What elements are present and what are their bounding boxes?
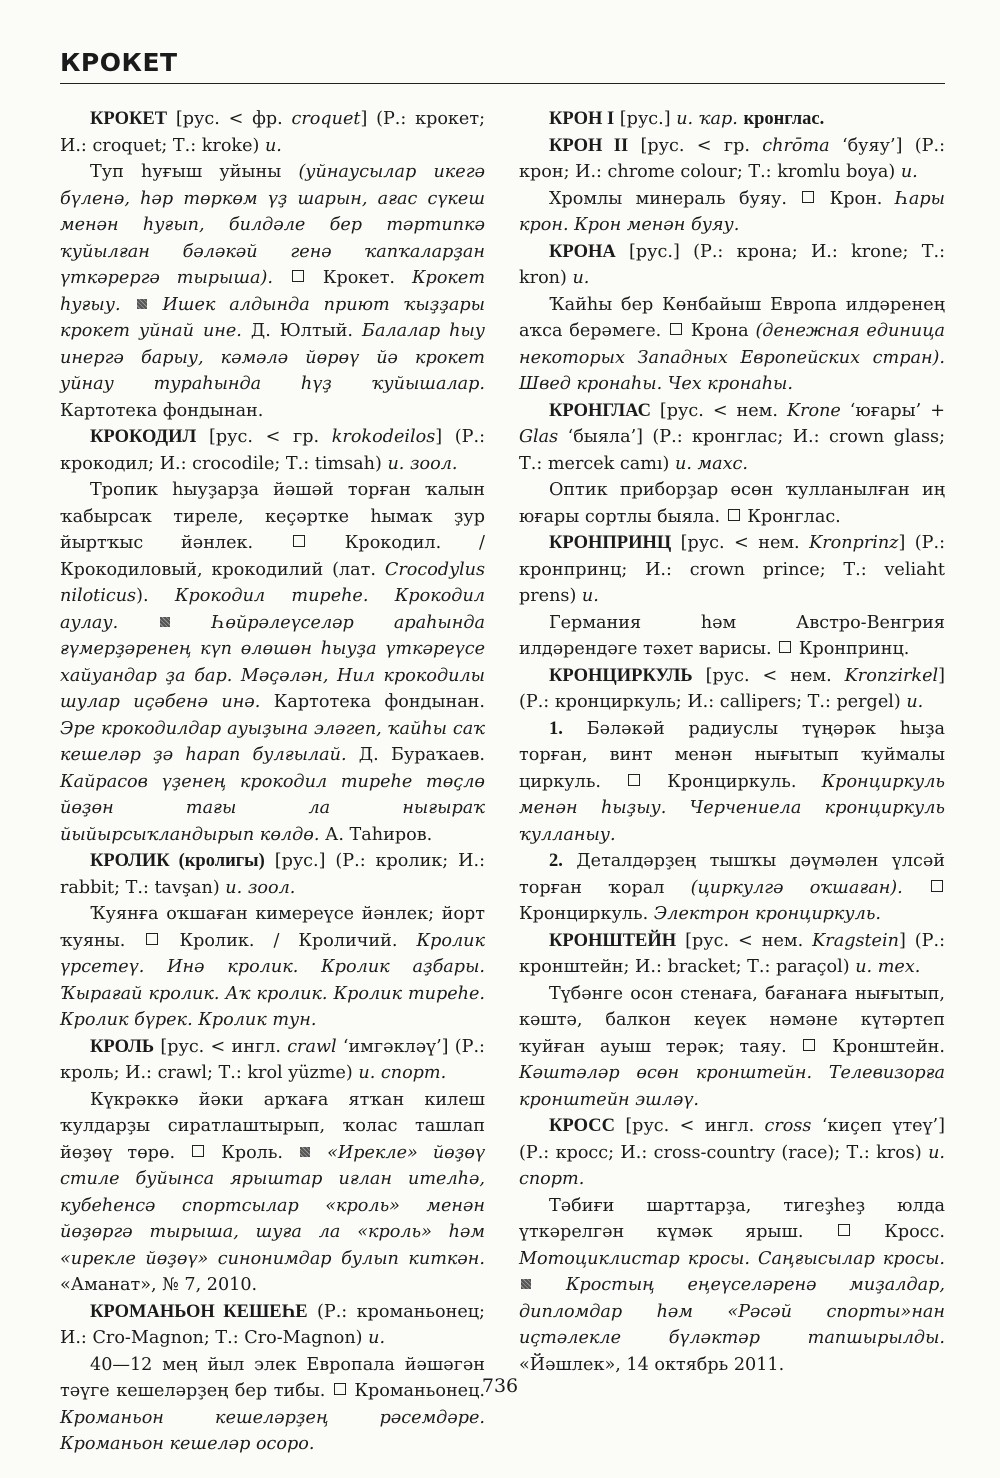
body-text: ‘имгәкләү’] (Р.: кроль; И.: crawl; Т.: krol yüzme) bbox=[60, 1036, 485, 1083]
body-text: [рус. < фр. bbox=[167, 109, 292, 129]
body-text: Кронглас. bbox=[741, 506, 841, 527]
headword: КРОНЦИРКУЛЬ bbox=[549, 665, 693, 686]
body-text: Бәләкәй радиуслы түңәрәк һыҙа торған, винт менән нығытып ҡуймалы циркуль. bbox=[519, 718, 945, 792]
italic-text: Һары крон. Крон менән буяу. bbox=[519, 188, 945, 235]
headword: КРОЛИК (кролигы) bbox=[90, 851, 265, 871]
equivalent-marker-icon bbox=[931, 880, 943, 892]
running-head: КРОКЕТ bbox=[60, 48, 178, 77]
body-text: Ҡуянға оҡшаған кимереүсе йәнлек; йорт ҡуяны. bbox=[60, 904, 485, 951]
headword: КРОСС bbox=[549, 1116, 615, 1136]
body-text: Тәбиғи шарттарҙа, тигеҙһеҙ юлда үткәрелгән күмәк ярыш. bbox=[519, 1195, 945, 1242]
equivalent-marker-icon bbox=[146, 933, 158, 945]
body-text: Кросс. bbox=[851, 1222, 945, 1242]
body-text: Туп һуғыш уйыны bbox=[90, 162, 299, 182]
body-text: [рус. < ингл. bbox=[614, 1116, 765, 1136]
italic-text: «Ирекле» йөҙөү стиле буйынса ярыштар иғлан ителһә, кубеһенсә спортсылар «кроль» менән йөҙөргә тырыша, шуға ла «кроль» һәм «ирекле йөҙөү» синонимдар булып киткән. bbox=[60, 1142, 485, 1269]
body-text bbox=[903, 878, 929, 898]
italic-text: и. bbox=[900, 162, 918, 182]
body-text: [рус. < гр. bbox=[628, 135, 763, 156]
right-column bbox=[519, 106, 945, 1378]
headword: КРОНГЛАС bbox=[549, 400, 651, 421]
headword: КРОНПРИНЦ bbox=[549, 533, 672, 553]
citation-marker-icon bbox=[137, 299, 147, 309]
dictionary-paragraph bbox=[60, 477, 485, 848]
body-text: Деталдәрҙең тышҡы дәүмәлен үлсәй торған ҡорал bbox=[519, 851, 945, 898]
italic-text: Glas bbox=[519, 427, 559, 447]
headword: КРОН II bbox=[549, 135, 629, 156]
body-text bbox=[121, 295, 135, 315]
dictionary-paragraph bbox=[519, 530, 945, 610]
body-text: [рус. < нем. bbox=[650, 400, 787, 421]
body-text: Кроманьонец. bbox=[347, 1381, 485, 1401]
equivalent-marker-icon bbox=[192, 1145, 204, 1157]
body-text: ). bbox=[136, 586, 175, 606]
body-text: Тропик һыуҙарҙа йәшәй торған ҡалын ҡабырсаҡ тиреле, кеҫәртке һымаҡ ҙур йыртҡыс йәнлек. bbox=[60, 480, 485, 553]
body-text: ] (Р.: кронштейн; И.: bracket; Т.: paraçol) bbox=[519, 930, 945, 977]
body-text: Д. Бураҡаев. bbox=[346, 745, 486, 765]
italic-text: Кроманьон кешеләрҙең рәсемдәре. Кроманьон кешеләр осоро. bbox=[60, 1407, 485, 1454]
body-text: А. Таһиров. bbox=[319, 824, 433, 845]
body-text: ‘юғары’ + bbox=[840, 400, 945, 421]
italic-text: и. bbox=[368, 1328, 386, 1348]
italic-text: Электрон кронциркуль. bbox=[653, 904, 882, 924]
italic-text: Crocodylus niloticus bbox=[60, 559, 485, 606]
body-text: ] (Р.: крокодил; И.: crocodile; Т.: timsah) bbox=[60, 427, 485, 474]
body-text bbox=[533, 1275, 566, 1295]
header-rule bbox=[60, 83, 945, 84]
italic-text: Мотоциклистар кросы. Саңғысылар кросы. bbox=[519, 1248, 945, 1269]
dictionary-paragraph bbox=[519, 477, 945, 530]
body-text: Картотека фондынан. bbox=[60, 400, 264, 421]
equivalent-marker-icon bbox=[728, 509, 740, 521]
body-text: Крокодил. / Крокодиловый, крокодилий (лат. bbox=[60, 533, 485, 580]
body-text: Кронциркуль. bbox=[642, 771, 822, 792]
italic-text: и. bbox=[906, 692, 924, 712]
headword: 2. bbox=[549, 851, 563, 871]
equivalent-marker-icon bbox=[292, 270, 304, 282]
dictionary-paragraph bbox=[60, 106, 485, 159]
italic-text: и. bbox=[572, 268, 590, 288]
equivalent-marker-icon bbox=[802, 191, 814, 203]
italic-text: и. зоол. bbox=[225, 877, 296, 898]
italic-text: Балалар һыу инергә барыу, кәмәлә йөрөү йә крокет уйнау тураһында һүҙ ҡуйышалар. bbox=[60, 321, 485, 394]
body-text: [рус.] bbox=[614, 109, 677, 129]
equivalent-marker-icon bbox=[293, 535, 305, 547]
body-text: Кронпринц. bbox=[793, 639, 910, 659]
body-text: Кролик. / Кроличий. bbox=[160, 930, 417, 951]
body-text: Д. Юлтый. bbox=[241, 321, 363, 341]
equivalent-marker-icon bbox=[803, 1039, 815, 1051]
italic-text: Кролик үрсетеү. Инә кролик. Кролик аҙбары. Ҡырағай кролик. Аҡ кролик. Кролик тиреһе. Кролик бүрек. Кролик тун. bbox=[60, 930, 485, 1030]
headword: кронглас. bbox=[743, 109, 825, 129]
italic-text: Krone bbox=[786, 400, 841, 421]
dictionary-paragraph bbox=[519, 398, 945, 478]
body-text: [рус. < нем. bbox=[692, 665, 845, 686]
body-text bbox=[149, 295, 163, 315]
italic-text: croquet bbox=[291, 109, 361, 129]
body-text: Оптик приборҙар өсөн ҡулланылған иң юғары сортлы быяла. bbox=[519, 480, 945, 527]
body-text bbox=[312, 1143, 327, 1163]
body-text: [рус. < нем. bbox=[671, 533, 810, 553]
body-text: ] (Р.: кронпринц; И.: crown prince; Т.: veliaht prens) bbox=[519, 533, 945, 606]
equivalent-marker-icon bbox=[628, 774, 640, 786]
dictionary-paragraph bbox=[60, 159, 485, 424]
body-text: Түбәнге осон стенаға, бағанаға нығытып, кәштә, балкон кеүек нәмәне күтәртеп ҡуйған ауыш терәк; таяу. bbox=[519, 983, 945, 1057]
italic-text: и. зоол. bbox=[387, 453, 458, 474]
italic-text: cross bbox=[764, 1116, 812, 1136]
italic-text: krokodeilos bbox=[331, 427, 436, 447]
body-text bbox=[172, 613, 212, 633]
dictionary-paragraph bbox=[519, 848, 945, 928]
dictionary-paragraph bbox=[60, 1087, 485, 1299]
body-text: Кроль. bbox=[206, 1142, 299, 1163]
italic-text: Кәштәләр өсөн кронштейн. Телевизорға кронштейн эшләү. bbox=[519, 1063, 945, 1110]
body-text: [рус. < ингл. bbox=[154, 1036, 288, 1057]
body-text: ] (Р.: кронциркуль; И.: callipers; Т.: pergel) bbox=[519, 665, 945, 712]
body-text: [рус. < гр. bbox=[196, 427, 332, 447]
italic-text: Kronprinz bbox=[809, 533, 899, 553]
dictionary-paragraph bbox=[519, 1113, 945, 1193]
headword: КРОНШТЕЙН bbox=[549, 930, 677, 951]
italic-text: (уйнаусылар икегә бүленә, һәр төркөм үҙ шарын, ағас сүкеш менән һуғып, билдәле бер тәртипкә ҡуйылған бәләкәй генә ҡапҡаларҙан үткәрергә тырыша). bbox=[60, 162, 485, 288]
italic-text: Крокодил тиреһе. Крокодил аулау. bbox=[60, 586, 485, 633]
italic-text: Kragstein bbox=[812, 930, 899, 951]
dictionary-paragraph bbox=[60, 1034, 485, 1087]
citation-marker-icon bbox=[160, 617, 170, 627]
headword: КРОМАНЬОН КЕШЕҺЕ bbox=[90, 1301, 308, 1322]
dictionary-paragraph bbox=[519, 928, 945, 981]
dictionary-paragraph bbox=[519, 1193, 945, 1379]
dictionary-paragraph bbox=[519, 133, 945, 186]
body-text: (Р.: кроманьонец; И.: Cro-Magnon; Т.: Cro-Magnon) bbox=[60, 1301, 485, 1348]
body-text: ‘киҫеп үтеү’] (Р.: кросс; И.: cross-country (race); Т.: kros) bbox=[519, 1116, 945, 1163]
italic-text: и. спорт. bbox=[358, 1063, 447, 1083]
italic-text: и. тех. bbox=[855, 957, 921, 977]
body-text: ‘быяла’] (Р.: кронглас; И.: crown glass; Т.: mercek camı) bbox=[519, 427, 945, 474]
dictionary-paragraph bbox=[519, 292, 945, 398]
body-text: «Аманат», № 7, 2010. bbox=[60, 1275, 258, 1295]
body-text: ‘буяу’] (Р.: крон; И.: chrome colour; Т.: kromlu boya) bbox=[519, 135, 946, 182]
headword: КРОКЕТ bbox=[90, 109, 168, 129]
body-text: Хромлы минераль буяу. bbox=[549, 188, 801, 209]
equivalent-marker-icon bbox=[779, 641, 791, 653]
body-text: Картотека фондынан. bbox=[260, 692, 485, 712]
body-text: [рус. < нем. bbox=[676, 930, 813, 951]
headword: КРОНА bbox=[549, 241, 616, 262]
body-text: Крокет. bbox=[305, 268, 412, 288]
dictionary-paragraph bbox=[60, 1299, 485, 1352]
italic-text: (циркулгә оҡшаған). bbox=[690, 877, 903, 898]
italic-text: Kronzirkel bbox=[844, 665, 939, 686]
italic-text: Кайрасов үҙенең крокодил тиреһе төҫлө йөҙөн тағы ла нығыраҡ йыйырсыҡландырып көлдө. bbox=[60, 771, 485, 845]
headword: 1. bbox=[549, 718, 563, 739]
italic-text: Кронциркуль менән һыҙыу. Черчениела кронциркуль ҡулланыу. bbox=[519, 771, 945, 845]
headword: КРОЛЬ bbox=[90, 1036, 155, 1057]
equivalent-marker-icon bbox=[670, 323, 682, 335]
body-text: Ҡайһы бер Көнбайыш Европа илдәренең аҡса берәмеге. bbox=[519, 294, 945, 341]
body-text: Кронциркуль. bbox=[519, 904, 654, 924]
equivalent-marker-icon bbox=[838, 1224, 850, 1236]
dictionary-paragraph bbox=[519, 106, 945, 133]
dictionary-paragraph bbox=[519, 610, 945, 663]
italic-text: и. ҡар. bbox=[676, 109, 738, 129]
body-text: ] (Р.: крокет; И.: croquet; Т.: kroke) bbox=[60, 109, 485, 156]
dictionary-paragraph bbox=[519, 239, 945, 292]
italic-text: (денежная единица некоторых Западных Европейских стран). Швед кронаһы. Чех кронаһы. bbox=[519, 321, 945, 394]
dictionary-paragraph bbox=[519, 186, 945, 239]
headword: КРОКОДИЛ bbox=[90, 427, 197, 447]
citation-marker-icon bbox=[521, 1279, 531, 1289]
italic-text: chrōma bbox=[762, 135, 830, 156]
body-text: Германия һәм Австро-Венгрия илдәрендәге тәхет варисы. bbox=[519, 612, 945, 659]
citation-marker-icon bbox=[300, 1147, 310, 1157]
italic-text: и. спорт. bbox=[519, 1142, 945, 1189]
dictionary-paragraph bbox=[60, 424, 485, 477]
body-text: Кронштейн. bbox=[817, 1036, 945, 1057]
dictionary-paragraph bbox=[519, 716, 945, 849]
italic-text: Һөйрәлеүселәр араһында ғүмерҙәренең күп өлөшөн һыуҙа үткәреүсе хайуандар ҙа бар. Мәҫәлән, Нил крокодилы шулар иҫәбенә инә. bbox=[60, 612, 485, 712]
italic-text: Эре крокодилдар ауыҙына эләгеп, ҡайһы саҡ кешеләр ҙә һарап булғылай. bbox=[60, 718, 485, 765]
italic-text: Ишек алдында приют ҡыҙҙары крокет уйнай ине. bbox=[60, 294, 486, 341]
italic-text: и. махс. bbox=[674, 453, 748, 474]
italic-text: crawl bbox=[287, 1036, 337, 1057]
body-text: «Йәшлек», 14 октябрь 2011. bbox=[519, 1354, 785, 1375]
body-text: Күкрәккә йәки арҡаға ятҡан килеш ҡулдарҙы сиратлаштырып, ҡолас ташлап йөҙөү төрө. bbox=[60, 1089, 485, 1163]
dictionary-paragraph bbox=[519, 663, 945, 716]
italic-text: Кростың еңеүселәренә миҙалдар, дипломдар һәм «Рәсәй спорты»нан иҫтәлекле бүләктәр тапшырылды. bbox=[519, 1275, 945, 1348]
dictionary-paragraph bbox=[60, 901, 485, 1034]
headword: КРОН I bbox=[549, 109, 615, 129]
body-text: Крон. bbox=[816, 188, 896, 209]
italic-text: и. bbox=[264, 135, 282, 156]
dictionary-paragraph bbox=[60, 1352, 485, 1458]
page-number: 736 bbox=[481, 1375, 519, 1397]
body-text: Крона bbox=[684, 321, 756, 341]
dictionary-paragraph bbox=[519, 981, 945, 1114]
left-column bbox=[60, 106, 485, 1458]
dictionary-paragraph bbox=[60, 848, 485, 901]
body-text: [рус.] (Р.: крона; И.: krone; Т.: kron) bbox=[519, 241, 945, 288]
body-text bbox=[273, 268, 290, 288]
body-text: [рус.] (Р.: кролик; И.: rabbit; Т.: tavşan) bbox=[60, 851, 486, 898]
body-text bbox=[118, 613, 158, 633]
italic-text: и. bbox=[581, 586, 599, 606]
body-text: 40—12 мең йыл элек Европала йәшәгән тәүге кешеләрҙең бер тибы. bbox=[60, 1354, 485, 1401]
italic-text: Крокет һуғыу. bbox=[60, 268, 486, 315]
